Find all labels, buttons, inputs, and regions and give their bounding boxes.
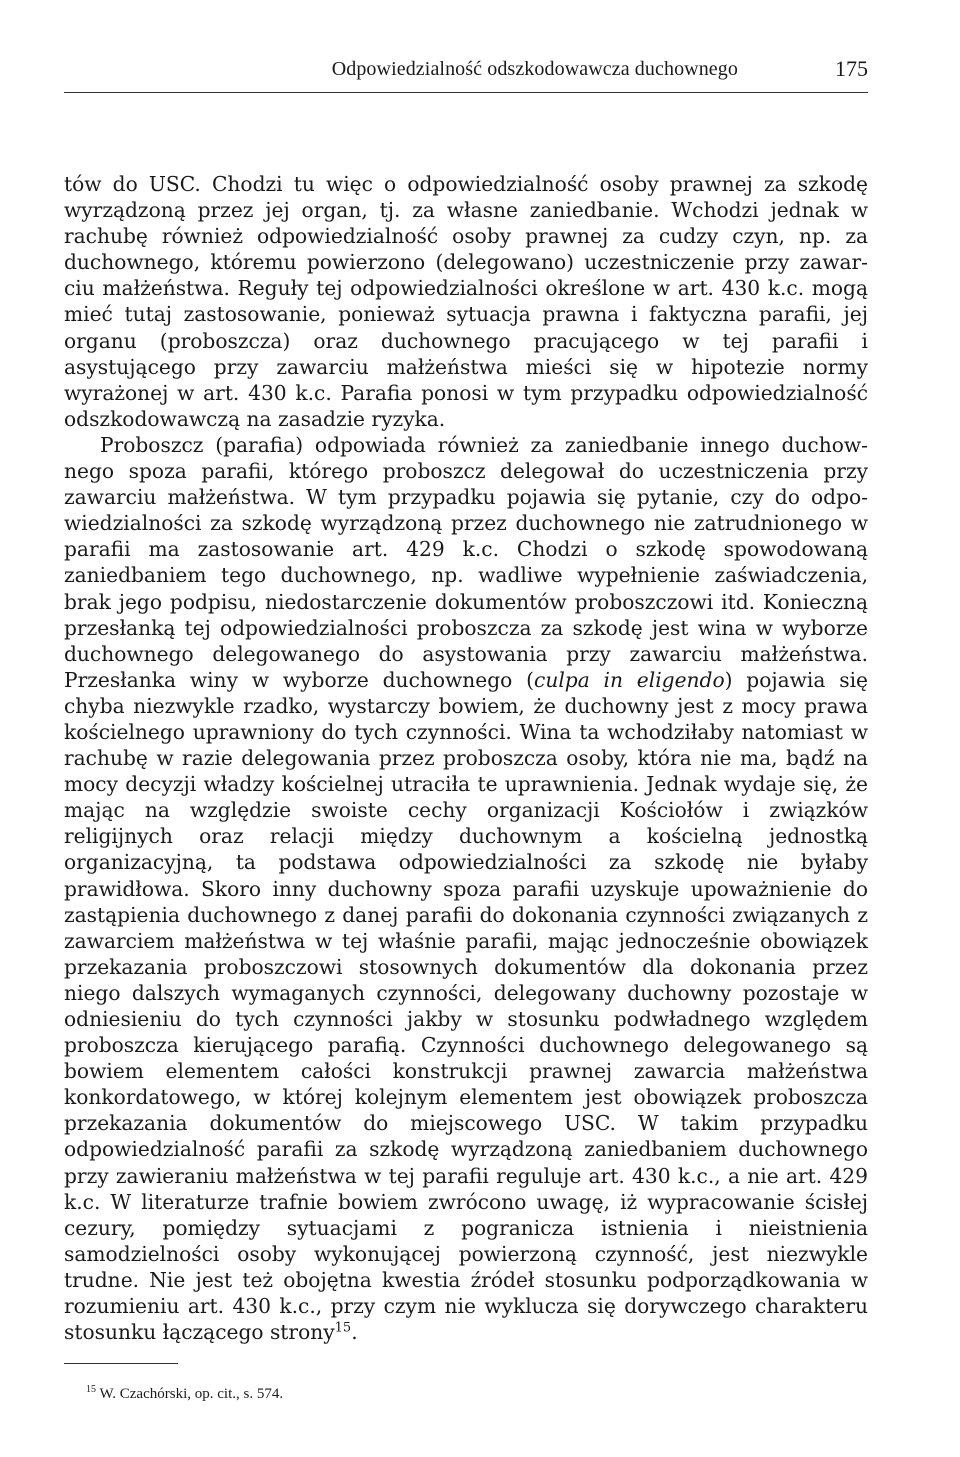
footnote-number: 15: [86, 1384, 96, 1396]
page-number: 175: [835, 56, 868, 81]
footnote-reference[interactable]: 15: [334, 1320, 352, 1336]
document-page: [64, 52, 868, 1403]
footnote-text: W. Czachórski, op. cit., s. 574.: [96, 1386, 284, 1403]
paragraph-2: [64, 432, 868, 1345]
running-header: [64, 52, 868, 93]
paragraph-2-end: .: [351, 1320, 358, 1345]
paragraph-2-part-2: ) pojawia się chyba niezwykle rzadko, wystarczy bowiem, że duchowny jest z mocy prawa kościelnego uprawniony do tych czynności. Wina ta wchodziłaby natomiast w rachubę w razie delegowania przez proboszcza osoby, która nie ma, bądź na mocy decyzji władzy kościelnej utraciła te uprawnienia. Jednak wydaje się, że mając na względzie swoiste cechy organizacji Kościołów i związków religijnych oraz relacji między duchownym a kościelną jednostką organizacyjną, ta podstawa odpowiedzialności za szkodę nie byłaby prawidłowa. Skoro inny duchowny spoza parafii uzyskuje upoważnienie do zastąpienia duchownego z danej parafii do dokonania czynności związanych z zawarciem małżeństwa w tej właśnie parafii, mając jednocześnie obowiązek przekazania proboszczowi stosownych dokumentów dla dokonania przez niego dalszych wymaganych czynności, delegowany duchowny pozostaje w odniesieniu do tych czynności jakby w stosunku podwładnego względem proboszcza kierującego parafią. Czynności duchownego delegowanego są bowiem elementem całości konstrukcji prawnej zawarcia małżeństwa konkordatowego, w której kolejnym elementem jest obowiązek proboszcza przekazania dokumentów do miejscowego USC. W takim przypadku odpowiedzialność parafii za szkodę wyrządzoną zaniedbaniem duchownego przy zawieraniu małżeństwa w tej parafii reguluje art. 430 k.c., a nie art. 429 k.c. W literaturze trafnie bowiem zwrócono uwagę, iż wypracowanie ścisłej cezury, pomiędzy sytuacjami z pogranicza istnienia i nieistnienia samodzielności osoby wykonującej powierzoną czynność, jest niezwykle trudne. Nie jest też obojętna kwestia źródeł stosunku podporządkowania w rozumieniu art. 430 k.c., przy czym nie wyklucza się dorywczego charakteru stosunku łączącego strony: [64, 667, 868, 1345]
footnote-divider: [64, 1363, 178, 1364]
paragraph-1: tów do USC. Chodzi tu więc o odpowiedzialność osoby prawnej za szkodę wyrządzoną przez jej organ, tj. za własne zaniedbanie. Wchodzi jednak w rachubę również odpowiedzialność osoby prawnej za cudzy czyn, np. za duchownego, któremu powierzono (delegowano) uczestniczenie przy zawarciu małżeństwa. Reguły tej odpowiedzialności określone w art. 430 k.c. mogą mieć tutaj zastosowanie, ponieważ sytuacja prawna i faktyczna parafii, jej organu (proboszcza) oraz duchownego pracującego w tej parafii i asystującego przy zawarciu małżeństwa mieści się w hipotezie normy wyrażonej w art. 430 k.c. Parafia ponosi w tym przypadku odpowiedzialność odszkodowawczą na zasadzie ryzyka.: [64, 172, 868, 431]
footnote: [64, 1384, 868, 1403]
latin-term: culpa in eligendo: [534, 667, 725, 692]
body-text: [64, 171, 868, 1345]
running-title: Odpowiedzialność odszkodowawcza duchownego: [331, 58, 738, 80]
paragraph-2-part-1: Proboszcz (parafia) odpowiada również za zaniedbanie innego duchownego spoza parafii, którego proboszcz delegował do uczestniczenia przy zawarciu małżeństwa. W tym przypadku pojawia się pytanie, czy do odpowiedzialności za szkodę wyrządzoną przez duchownego nie zatrudnionego w parafii ma zastosowanie art. 429 k.c. Chodzi o szkodę spowodowaną zaniedbaniem tego duchownego, np. wadliwe wypełnienie zaświadczenia, brak jego podpisu, niedostarczenie dokumentów proboszczowi itd. Konieczną przesłanką tej odpowiedzialności proboszcza za szkodę jest wina w wyborze duchownego delegowanego do asystowania przy zawarciu małżeństwa. Przesłanka winy w wyborze duchownego (: [64, 432, 868, 692]
